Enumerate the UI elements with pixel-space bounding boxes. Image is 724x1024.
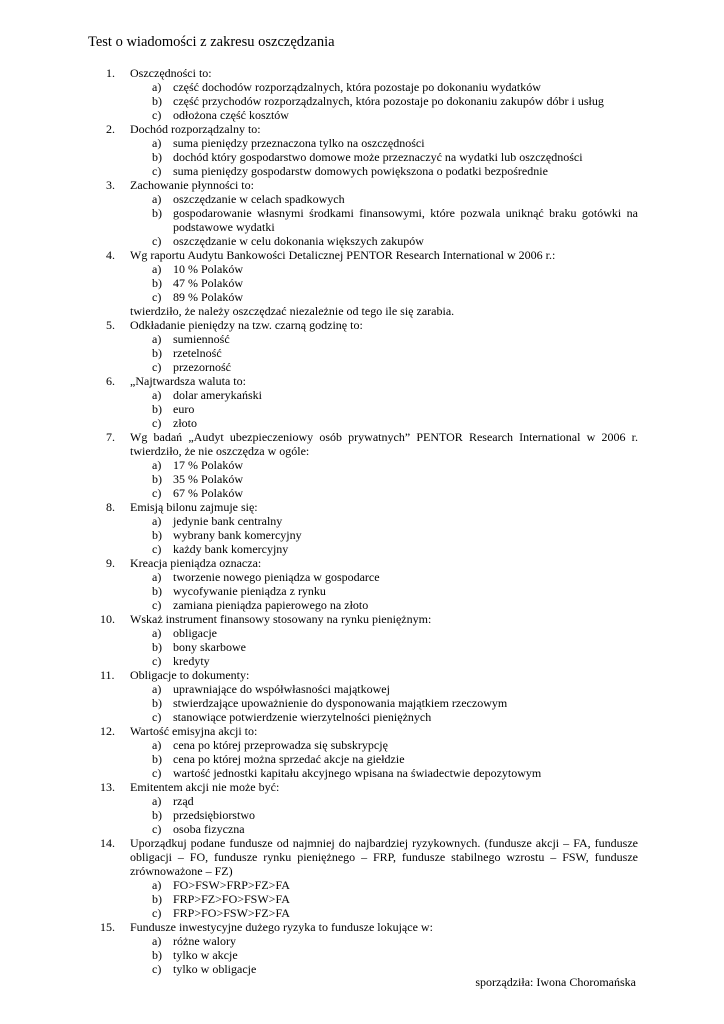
page-title: Test o wiadomości z zakresu oszczędzania: [88, 34, 335, 50]
option-text: cena po której można sprzedać akcje na giełdzie: [173, 752, 405, 766]
answer-option: [0, 906, 724, 920]
question-list: [0, 66, 724, 976]
option-text: część przychodów rozporządzalnych, która pozostaje po dokonaniu zakupów dóbr i usług: [173, 94, 604, 108]
answer-option: [0, 626, 724, 640]
answer-option: [0, 346, 724, 360]
question-row: [0, 780, 724, 794]
option-text: bony skarbowe: [173, 640, 246, 654]
question-text: Wskaż instrument finansowy stosowany na rynku pieniężnym:: [130, 612, 432, 626]
option-text: stwierdzające upoważnienie do dysponowania majątkiem rzeczowym: [173, 696, 508, 710]
answer-option: [0, 822, 724, 836]
question-row: [0, 122, 724, 136]
option-text: złoto: [173, 416, 197, 430]
option-letter: b): [152, 696, 162, 710]
question-number: 2.: [106, 122, 115, 136]
option-text: stanowiące potwierdzenie wierzytelności pieniężnych: [173, 710, 432, 724]
answer-option: [0, 136, 724, 150]
option-letter: a): [152, 570, 162, 584]
option-letter: c): [152, 542, 162, 556]
answer-option: [0, 948, 724, 962]
answer-option: [0, 752, 724, 766]
option-text: tworzenie nowego pieniądza w gospodarce: [173, 570, 380, 584]
option-text: odłożona część kosztów: [173, 108, 289, 122]
answer-option: [0, 598, 724, 612]
option-text: 89 % Polaków: [173, 290, 243, 304]
question-item: [0, 122, 724, 178]
author-signature: sporządziła: Iwona Choromańska: [475, 975, 636, 989]
question-text: Wg badań „Audyt ubezpieczeniowy osób prywatnych” PENTOR Research International w 2006 r. twierdziło, że nie oszczędza w ogóle:: [130, 430, 638, 458]
answer-option: [0, 234, 724, 248]
option-letter: c): [152, 822, 162, 836]
option-text: rząd: [173, 794, 194, 808]
answer-option: [0, 514, 724, 528]
option-text: FRP>FZ>FO>FSW>FA: [173, 892, 290, 906]
answer-option: [0, 402, 724, 416]
answer-option: [0, 934, 724, 948]
question-item: [0, 724, 724, 780]
option-text: FO>FSW>FRP>FZ>FA: [173, 878, 290, 892]
answer-option: [0, 962, 724, 976]
option-letter: a): [152, 192, 162, 206]
option-letter: c): [152, 962, 162, 976]
question-item: [0, 500, 724, 556]
question-row: [0, 500, 724, 514]
question-text: Odkładanie pieniędzy na tzw. czarną godzinę to:: [130, 318, 363, 332]
option-text: wycofywanie pieniądza z rynku: [173, 584, 326, 598]
question-row: [0, 248, 724, 262]
option-letter: b): [152, 752, 162, 766]
option-letter: c): [152, 906, 162, 920]
option-text: dochód który gospodarstwo domowe może przeznaczyć na wydatki lub oszczędności: [173, 150, 583, 164]
question-number: 3.: [106, 178, 115, 192]
answer-option: [0, 710, 724, 724]
answer-option: [0, 794, 724, 808]
option-text: suma pieniędzy przeznaczona tylko na oszczędności: [173, 136, 425, 150]
option-letter: b): [152, 528, 162, 542]
option-letter: b): [152, 94, 162, 108]
question-number: 4.: [106, 248, 115, 262]
answer-option: [0, 94, 724, 108]
answer-option: [0, 276, 724, 290]
option-letter: b): [152, 472, 162, 486]
answer-option: [0, 584, 724, 598]
answer-option: [0, 766, 724, 780]
option-letter: b): [152, 206, 162, 220]
option-text: przezorność: [173, 360, 231, 374]
option-letter: b): [152, 150, 162, 164]
option-text: tylko w obligacje: [173, 962, 257, 976]
option-letter: a): [152, 332, 162, 346]
question-row: [0, 920, 724, 934]
question-item: [0, 374, 724, 430]
question-item: [0, 430, 724, 500]
option-text: 10 % Polaków: [173, 262, 243, 276]
question-number: 8.: [106, 500, 115, 514]
answer-option: [0, 332, 724, 346]
question-text: Emisją bilonu zajmuje się:: [130, 500, 258, 514]
option-letter: c): [152, 290, 162, 304]
question-text: Wartość emisyjna akcji to:: [130, 724, 258, 738]
question-item: [0, 66, 724, 122]
option-text: zamiana pieniądza papierowego na złoto: [173, 598, 369, 612]
answer-option: [0, 290, 724, 304]
option-text: 17 % Polaków: [173, 458, 243, 472]
answer-option: [0, 878, 724, 892]
option-letter: b): [152, 276, 162, 290]
question-row: [0, 724, 724, 738]
option-text: wartość jednostki kapitału akcyjnego wpisana na świadectwie depozytowym: [173, 766, 542, 780]
question-item: [0, 668, 724, 724]
option-letter: a): [152, 80, 162, 94]
question-number: 14.: [100, 836, 115, 850]
option-letter: c): [152, 416, 162, 430]
option-text: oszczędzanie w celach spadkowych: [173, 192, 345, 206]
option-text: gospodarowanie własnymi środkami finansowymi, które pozwala uniknąć braku gotówki na podstawowe wydatki: [173, 206, 638, 234]
option-letter: c): [152, 766, 162, 780]
option-text: 47 % Polaków: [173, 276, 243, 290]
answer-option: [0, 192, 724, 206]
answer-option: [0, 388, 724, 402]
question-text: „Najtwardsza waluta to:: [130, 374, 246, 388]
answer-option: [0, 640, 724, 654]
question-number: 11.: [100, 668, 115, 682]
question-row: [0, 612, 724, 626]
question-row: [0, 318, 724, 332]
question-item: [0, 248, 724, 318]
option-letter: c): [152, 710, 162, 724]
answer-option: [0, 570, 724, 584]
option-letter: b): [152, 346, 162, 360]
question-number: 9.: [106, 556, 115, 570]
option-text: FRP>FO>FSW>FZ>FA: [173, 906, 290, 920]
option-letter: a): [152, 878, 162, 892]
option-text: przedsiębiorstwo: [173, 808, 255, 822]
question-item: [0, 178, 724, 248]
question-item: [0, 836, 724, 920]
option-text: kredyty: [173, 654, 210, 668]
option-letter: c): [152, 598, 162, 612]
question-text: Dochód rozporządzalny to:: [130, 122, 261, 136]
option-letter: c): [152, 360, 162, 374]
question-row: [0, 178, 724, 192]
question-text: Wg raportu Audytu Bankowości Detalicznej PENTOR Research International w 2006 r.:: [130, 248, 556, 262]
question-item: [0, 780, 724, 836]
answer-option: [0, 108, 724, 122]
answer-option: [0, 808, 724, 822]
question-text: Zachowanie płynności to:: [130, 178, 254, 192]
question-row: [0, 668, 724, 682]
option-text: obligacje: [173, 626, 217, 640]
question-number: 7.: [106, 430, 115, 444]
answer-option: [0, 654, 724, 668]
question-item: [0, 318, 724, 374]
option-text: rzetelność: [173, 346, 222, 360]
option-text: część dochodów rozporządzalnych, która pozostaje po dokonaniu wydatków: [173, 80, 541, 94]
answer-option: [0, 682, 724, 696]
option-letter: a): [152, 514, 162, 528]
option-text: wybrany bank komercyjny: [173, 528, 302, 542]
option-letter: a): [152, 262, 162, 276]
answer-option: [0, 458, 724, 472]
option-letter: b): [152, 640, 162, 654]
option-letter: c): [152, 654, 162, 668]
option-letter: c): [152, 108, 162, 122]
answer-option: [0, 416, 724, 430]
option-text: cena po której przeprowadza się subskrypcję: [173, 738, 388, 752]
option-letter: b): [152, 402, 162, 416]
option-text: każdy bank komercyjny: [173, 542, 289, 556]
question-item: [0, 556, 724, 612]
question-number: 6.: [106, 374, 115, 388]
question-row: [0, 66, 724, 80]
question-text: Emitentem akcji nie może być:: [130, 780, 280, 794]
option-letter: a): [152, 626, 162, 640]
option-text: suma pieniędzy gospodarstw domowych powiększona o podatki bezpośrednie: [173, 164, 548, 178]
answer-option: [0, 150, 724, 164]
answer-option: [0, 206, 724, 234]
answer-option: [0, 528, 724, 542]
option-text: oszczędzanie w celu dokonania większych zakupów: [173, 234, 424, 248]
option-letter: a): [152, 682, 162, 696]
option-letter: b): [152, 808, 162, 822]
question-text: Obligacje to dokumenty:: [130, 668, 250, 682]
answer-option: [0, 80, 724, 94]
question-row: [0, 836, 724, 878]
question-item: [0, 920, 724, 976]
answer-option: [0, 486, 724, 500]
option-letter: b): [152, 892, 162, 906]
option-text: tylko w akcje: [173, 948, 238, 962]
option-letter: b): [152, 584, 162, 598]
question-row: [0, 430, 724, 458]
question-text: Uporządkuj podane fundusze od najmniej do najbardziej ryzykownych. (fundusze akcji – FA, fundusze obligacji – FO, fundusze rynku pieniężnego – FRP, fundusze stabilnego wzrostu – FSW, fundusze zrównoważone – FZ): [130, 836, 638, 878]
option-letter: c): [152, 164, 162, 178]
answer-option: [0, 542, 724, 556]
question-item: [0, 612, 724, 668]
option-letter: c): [152, 234, 162, 248]
question-number: 12.: [100, 724, 115, 738]
option-text: dolar amerykański: [173, 388, 262, 402]
option-text: różne walory: [173, 934, 236, 948]
option-letter: c): [152, 486, 162, 500]
answer-option: [0, 262, 724, 276]
question-number: 13.: [100, 780, 115, 794]
option-text: 35 % Polaków: [173, 472, 243, 486]
option-text: 67 % Polaków: [173, 486, 243, 500]
option-letter: a): [152, 738, 162, 752]
answer-option: [0, 472, 724, 486]
question-row: [0, 556, 724, 570]
option-text: osoba fizyczna: [173, 822, 245, 836]
question-text: Fundusze inwestycyjne dużego ryzyka to fundusze lokujące w:: [130, 920, 433, 934]
question-text: Oszczędności to:: [130, 66, 212, 80]
option-letter: a): [152, 388, 162, 402]
option-text: sumienność: [173, 332, 230, 346]
answer-option: [0, 164, 724, 178]
question-text: Kreacja pieniądza oznacza:: [130, 556, 262, 570]
question-row: [0, 374, 724, 388]
answer-option: [0, 360, 724, 374]
option-letter: a): [152, 458, 162, 472]
question-number: 10.: [100, 612, 115, 626]
option-text: uprawniające do współwłasności majątkowej: [173, 682, 390, 696]
option-letter: a): [152, 794, 162, 808]
answer-option: [0, 738, 724, 752]
option-text: jedynie bank centralny: [173, 514, 283, 528]
option-letter: b): [152, 948, 162, 962]
answer-option: [0, 892, 724, 906]
question-number: 1.: [106, 66, 115, 80]
option-letter: a): [152, 934, 162, 948]
question-number: 15.: [100, 920, 115, 934]
option-letter: a): [152, 136, 162, 150]
answer-option: [0, 696, 724, 710]
question-note: twierdziło, że należy oszczędzać niezależnie od tego ile się zarabia.: [130, 304, 455, 318]
question-number: 5.: [106, 318, 115, 332]
option-text: euro: [173, 402, 195, 416]
